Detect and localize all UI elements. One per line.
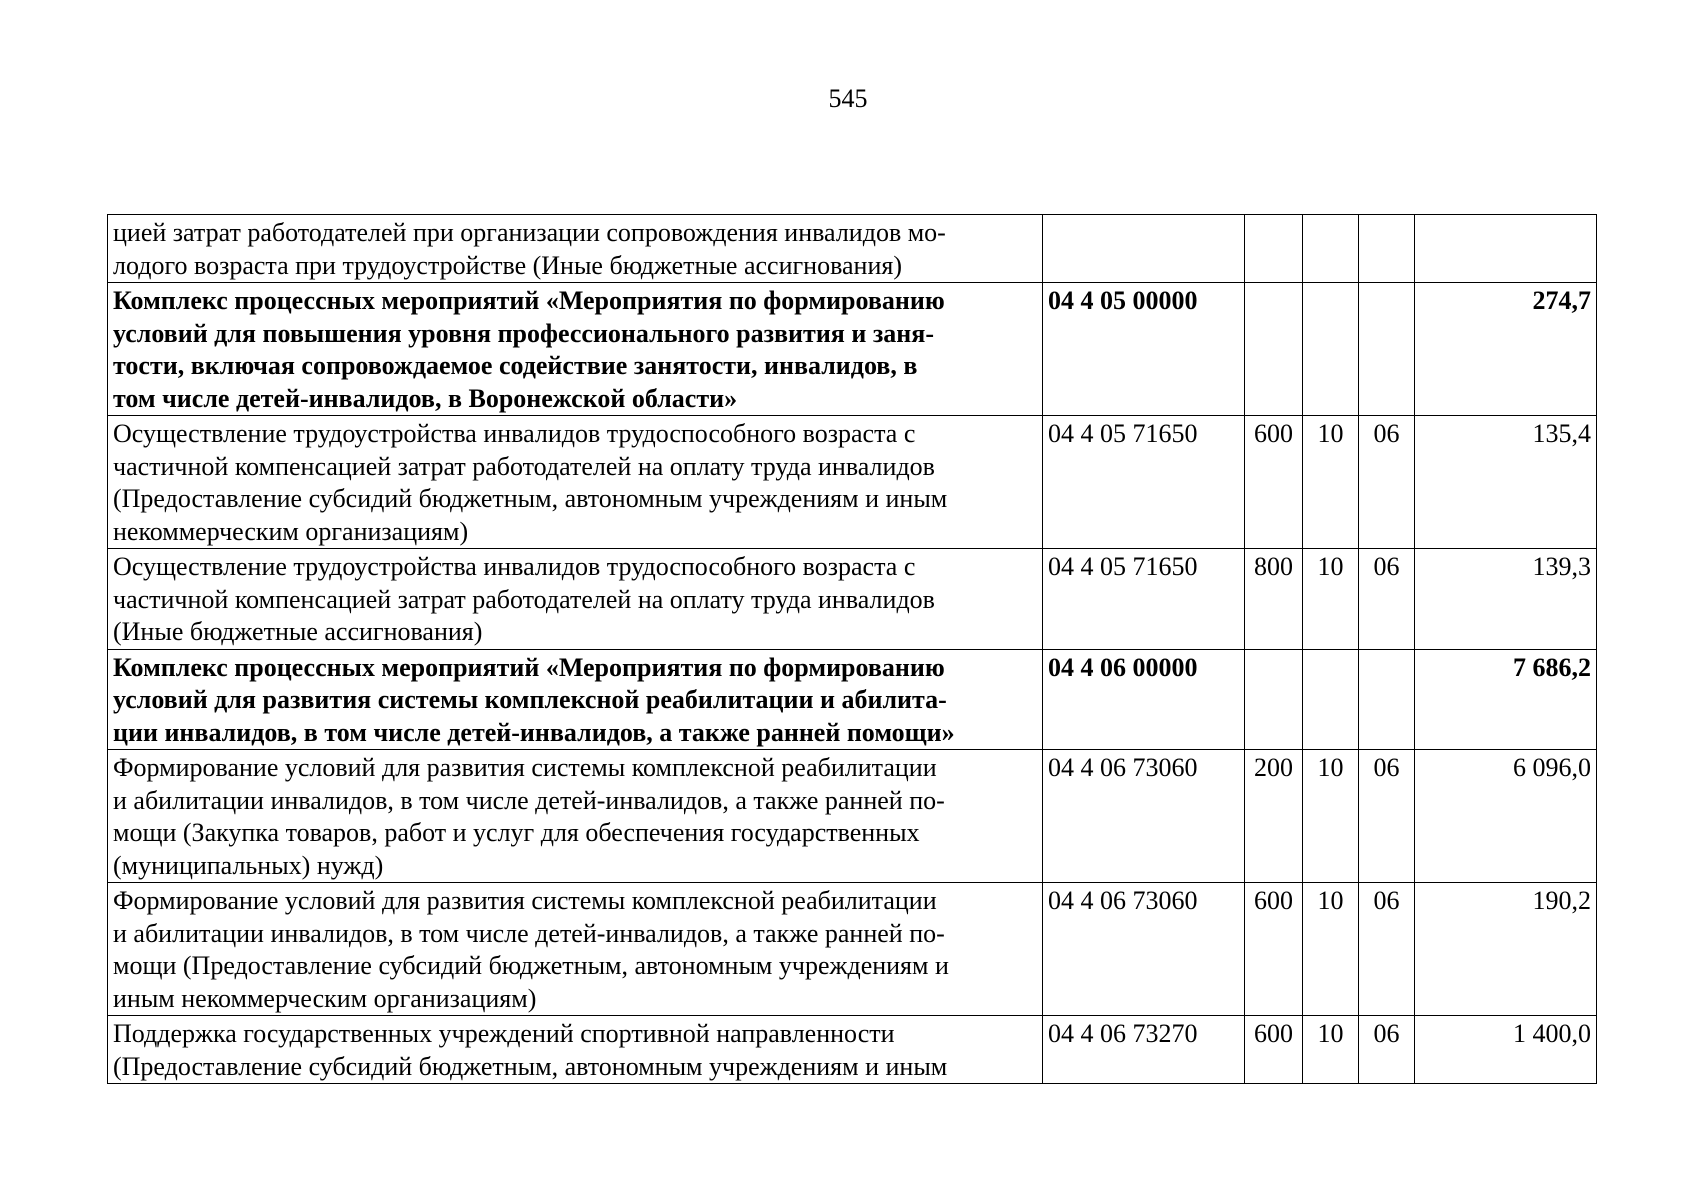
row-name-line: условий для повышения уровня профессионального развития и заня- [113, 318, 934, 348]
row-pr: 06 [1359, 750, 1415, 883]
row-amount: 139,3 [1415, 549, 1597, 650]
table-row [108, 1016, 1597, 1084]
row-vr: 800 [1245, 549, 1303, 650]
row-pr: 06 [1359, 883, 1415, 1016]
row-name-line: иным некоммерческим организациям) [113, 983, 537, 1013]
row-vr [1245, 649, 1303, 750]
row-name-line: (муниципальных) нужд) [113, 850, 384, 880]
row-pr [1359, 215, 1415, 283]
budget-table-body [108, 215, 1597, 1084]
row-name-line: ции инвалидов, в том числе детей-инвалидов, а также ранней помощи» [113, 717, 955, 747]
row-name-line: (Предоставление субсидий бюджетным, автономным учреждениям и иным [113, 484, 948, 513]
row-rz: 10 [1303, 549, 1359, 650]
row-amount: 6 096,0 [1415, 750, 1597, 883]
row-rz: 10 [1303, 750, 1359, 883]
row-code: 04 4 06 73270 [1043, 1016, 1245, 1084]
row-name-line: частичной компенсацией затрат работодателей на оплату труда инвалидов [113, 584, 935, 614]
row-code [1043, 215, 1245, 283]
row-name [108, 1016, 1043, 1084]
row-name [108, 215, 1043, 283]
row-amount: 1 400,0 [1415, 1016, 1597, 1084]
table-row [108, 750, 1597, 883]
row-pr: 06 [1359, 1016, 1415, 1084]
table-row [108, 649, 1597, 750]
row-name-line: том числе детей-инвалидов, в Воронежской области» [113, 383, 738, 413]
row-name-line: Поддержка государственных учреждений спортивной направленности [113, 1019, 895, 1048]
row-vr [1245, 215, 1303, 283]
row-code: 04 4 06 73060 [1043, 883, 1245, 1016]
row-amount: 7 686,2 [1415, 649, 1597, 750]
row-name [108, 416, 1043, 549]
row-amount: 274,7 [1415, 283, 1597, 416]
row-name-line: (Иные бюджетные ассигнования) [113, 617, 483, 646]
row-rz [1303, 215, 1359, 283]
budget-table [107, 214, 1597, 1084]
row-pr: 06 [1359, 416, 1415, 549]
row-name-line: мощи (Предоставление субсидий бюджетным, автономным учреждениям и [113, 951, 949, 980]
table-row [108, 883, 1597, 1016]
row-vr: 600 [1245, 883, 1303, 1016]
row-name-line: мощи (Закупка товаров, работ и услуг для обеспечения государственных [113, 818, 920, 847]
row-amount [1415, 215, 1597, 283]
row-code: 04 4 05 71650 [1043, 549, 1245, 650]
row-name-line: частичной компенсацией затрат работодателей на оплату труда инвалидов [113, 451, 935, 481]
row-name-line: и абилитации инвалидов, в том числе детей-инвалидов, а также ранней по- [113, 918, 945, 948]
row-rz [1303, 649, 1359, 750]
row-amount: 135,4 [1415, 416, 1597, 549]
row-code: 04 4 06 00000 [1043, 649, 1245, 750]
row-pr [1359, 649, 1415, 750]
row-name-line: Формирование условий для развития системы комплексной реабилитации [113, 753, 937, 782]
table-row [108, 283, 1597, 416]
page-number: 545 [828, 84, 868, 113]
row-rz: 10 [1303, 1016, 1359, 1084]
row-name-line: Формирование условий для развития системы комплексной реабилитации [113, 886, 937, 915]
row-pr [1359, 283, 1415, 416]
row-name-line: некоммерческим организациям) [113, 516, 469, 546]
row-pr: 06 [1359, 549, 1415, 650]
row-vr: 200 [1245, 750, 1303, 883]
row-vr: 600 [1245, 416, 1303, 549]
row-rz: 10 [1303, 883, 1359, 1016]
row-name-line: Осуществление трудоустройства инвалидов трудоспособного возраста с [113, 419, 916, 448]
row-name [108, 750, 1043, 883]
row-amount: 190,2 [1415, 883, 1597, 1016]
row-rz [1303, 283, 1359, 416]
row-vr: 600 [1245, 1016, 1303, 1084]
row-name [108, 283, 1043, 416]
table-row [108, 215, 1597, 283]
row-code: 04 4 05 00000 [1043, 283, 1245, 416]
row-name-line: условий для развития системы комплексной реабилитации и абилита- [113, 685, 947, 714]
row-name [108, 549, 1043, 650]
row-code: 04 4 05 71650 [1043, 416, 1245, 549]
row-name-line: (Предоставление субсидий бюджетным, автономным учреждениям и иным [113, 1051, 948, 1081]
row-name-line: цией затрат работодателей при организации сопровождения инвалидов мо- [113, 218, 946, 247]
row-name-line: Осуществление трудоустройства инвалидов трудоспособного возраста с [113, 552, 916, 581]
row-name-line: Комплекс процессных мероприятий «Мероприятия по формированию [113, 286, 945, 315]
row-name [108, 883, 1043, 1016]
row-name [108, 649, 1043, 750]
row-name-line: Комплекс процессных мероприятий «Мероприятия по формированию [113, 652, 945, 682]
row-name-line: тости, включая сопровождаемое содействие занятости, инвалидов, в [113, 351, 918, 380]
row-name-line: лодого возраста при трудоустройстве (Иные бюджетные ассигнования) [113, 250, 903, 280]
table-row [108, 549, 1597, 650]
table-row [108, 416, 1597, 549]
row-rz: 10 [1303, 416, 1359, 549]
row-name-line: и абилитации инвалидов, в том числе детей-инвалидов, а также ранней по- [113, 785, 945, 815]
row-vr [1245, 283, 1303, 416]
row-code: 04 4 06 73060 [1043, 750, 1245, 883]
